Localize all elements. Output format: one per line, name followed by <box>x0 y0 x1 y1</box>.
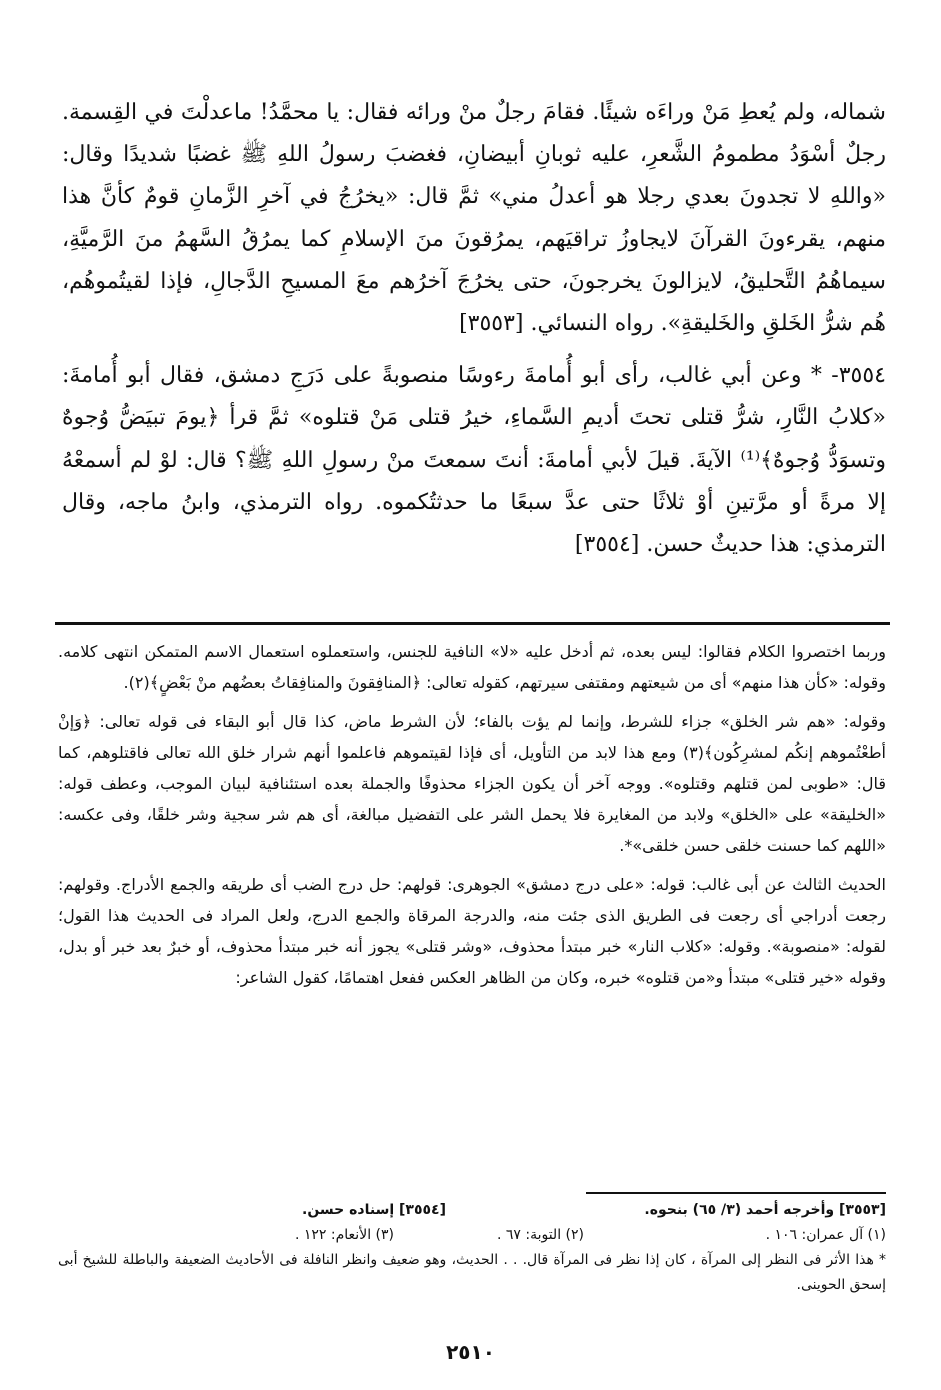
footnotes <box>58 1198 886 1298</box>
commentary <box>58 636 886 993</box>
footnote-2: (٢) التوبة: ٦٧ . <box>496 1227 584 1243</box>
reference-row <box>58 1198 886 1223</box>
footnote-1: (١) آل عمران: ١٠٦ . <box>765 1227 886 1243</box>
hadith-3554-paragraph: ٣٥٥٤- * وعن أبي غالب، رأى أبو أُمامةَ رءوسًا منصوبةً على دَرَجِ دمشق، فقال أبو أُمامةَ: «كلابُ النَّارِ، شرُّ قتلى تحتَ أديمِ السَّماءِ، خيرُ قتلى مَنْ قتلوه» ثمَّ قرأ ﴿يومَ تبيَضُّ وُجوهٌ وتسوَدُّ وُجوهٌ﴾⁽¹⁾ الآيةَ. قيلَ لأبي أمامةَ: أنتَ سمعتَ منْ رسولِ اللهِ ﷺ؟ قال: لوْ لم أسمعْهُ إلا مرةً أو مرَّتينِ أوْ ثلاثًا حتى عدَّ سبعًا ما حدثتُكموه. رواه الترمذي، وابنُ ماجه، وقال الترمذي: هذا حديثٌ حسن. [٣٥٥٤] <box>62 363 887 558</box>
main-text <box>62 92 886 566</box>
footnote-3: (٣) الأنعام: ١٢٢ . <box>294 1227 394 1243</box>
notes-row <box>58 1223 886 1248</box>
commentary-paragraph: وقوله: «هم شر الخلق» جزاء للشرط، وإنما لم يؤت بالفاء؛ لأن الشرط ماض، كذا قال أبو البقاء فى قوله تعالى: ﴿وَإنْ أطعْتُموهم إنكُم لمشرِكُون﴾(٣) ومع هذا لابد من التأويل، أى فإذا لقيتموهم فاعلموا أنهم شرار خلق الله تعالى فاقتلوهم، كما قال: «طوبى لمن قتلهم وقتلوه». ووجه آخر أن يكون الجزاء محذوفًا والجملة بعده استئنافية لبيان الموجب، وعطف قوله: «الخليقة» على «الخلق» ولابد من المغايرة فلا يحمل الشر على التفضيل مبالغة، أى هم شر سجية وشر خلقًا، وفى عكسه: «اللهم كما حسنت خلقى حسن خلقى»*. <box>58 712 887 855</box>
reference-3553: [٣٥٥٣] وأخرجه أحمد (٣/ ٦٥) بنحوه. <box>644 1202 886 1218</box>
section-divider <box>55 622 890 625</box>
reference-3554: [٣٥٥٤] إسناده حسن. <box>302 1202 446 1218</box>
commentary-paragraph: وربما اختصروا الكلام فقالوا: ليس بعده، ثم أدخل عليه «لا» النافية للجنس، واستعملوه استعمال الاسم المتمكن انتهى كلامه. وقوله: «كأن هذا منهم» أى من شيعتهم ومقتفى سيرتهم، كقوله تعالى: ﴿المنافِقونَ والمنافِقاتُ بعضُهم منْ بَعْضٍ﴾(٢). <box>58 642 886 692</box>
page-number: ٢٥١٠ <box>446 1340 495 1364</box>
footnote-remark: * هذا الأثر فى النظر إلى المرآة ، كان إذا نظر فى المرآة قال. . . الحديث، وهو ضعيف وانظر النافلة فى الأحاديث الضعيفة والباطلة للشيخ أبى إسحق الحوينى. <box>58 1252 886 1293</box>
commentary-paragraph: الحديث الثالث عن أبى غالب: قوله: «على درج دمشق» الجوهرى: قولهم: حل درج الضب أى طريقه والجمع الأدراج. وقولهم: رجعت أدراجي أى رجعت فى الطريق الذى جئت منه، والدرجة المرقاة والجمع الدرج، ولعل المراد فى الحديث هذا القول؛ لقوله: «منصوبة». وقوله: «كلاب النار» خبر مبتدأ محذوف، «وشر قتلى» يجوز أنه خبر مبتدأ محذوف، أو خبرٌ بعد خبر أو بدل، وقوله «خير قتلى» مبتدأ و«من قتلوه» خبره، وكان من الظاهر العكس ففعل اهتمامًا، كقول الشاعر: <box>58 875 886 987</box>
footnote-divider <box>586 1192 886 1194</box>
hadith-3553-paragraph: شماله، ولم يُعطِ مَنْ وراءَه شيئًا. فقامَ رجلٌ منْ ورائه فقال: يا محمَّدُ! ماعدلْتَ في القِسمة. رجلٌ أسْوَدُ مطمومُ الشَّعرِ، عليه ثوبانِ أبيضانِ، فغضبَ رسولُ اللهِ ﷺ غضبًا شديدًا وقال: «واللهِ لا تجدونَ بعدي رجلا هو أعدلُ مني» ثمَّ قال: «يخرُجُ في آخرِ الزَّمانِ قومٌ كأنَّ هذا منهم، يقرءونَ القرآنَ لايجاوزُ تراقيَهم، يمرُقونَ منَ الإسلامِ كما يمرُقُ السَّهمُ منَ الرَّميَّةِ، سيماهُمُ التَّحليقُ، لايزالونَ يخرجونَ، حتى يخرُجَ آخرُهم معَ المسيحِ الدَّجالِ، فإذا لقيتُموهُم، هُم شرُّ الخَلقِ والخَليقةِ». رواه النسائي. [٣٥٥٣] <box>62 100 886 337</box>
